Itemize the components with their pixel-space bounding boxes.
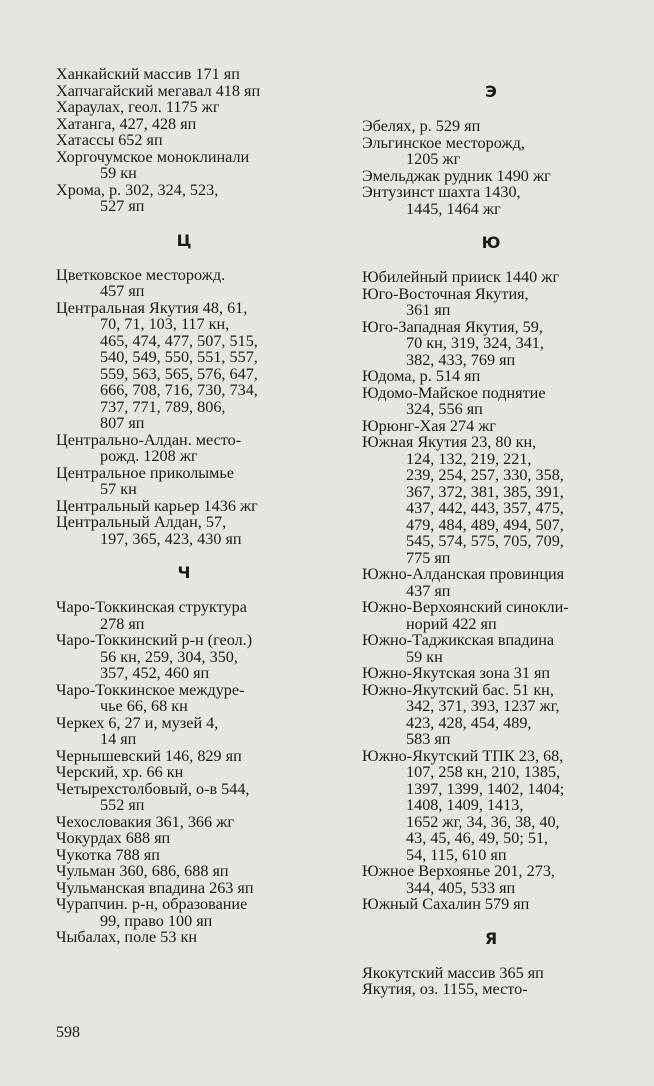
index-entry bbox=[362, 896, 620, 913]
index-entry-line: Чыбалах, поле 53 кн bbox=[56, 928, 198, 946]
index-entry-line: Энтузинст шахта 1430, bbox=[362, 183, 521, 201]
index-entry-line: Южно-Верхоянский синокли- bbox=[362, 598, 569, 616]
index-entry bbox=[56, 814, 312, 831]
index-entry-continuation: рожд. 1208 жг bbox=[100, 447, 198, 465]
index-entry-continuation: 457 яп bbox=[100, 282, 145, 300]
index-entry-line: Центральный карьер 1436 жг bbox=[56, 496, 258, 515]
index-entry bbox=[56, 847, 312, 864]
index-entry bbox=[362, 665, 620, 682]
index-entry-continuation: 775 яп bbox=[406, 548, 451, 567]
index-entry-continuation: 1397, 1399, 1402, 1404; bbox=[406, 779, 565, 798]
index-entry-continuation: 324, 556 яп bbox=[406, 400, 483, 418]
index-entry-continuation: 1408, 1409, 1413, bbox=[406, 796, 524, 814]
index-entry-line: Эбелях, р. 529 яп bbox=[362, 117, 481, 135]
index-entry-continuation: 43, 45, 46, 49, 50; 51, bbox=[406, 829, 549, 847]
index-entry bbox=[56, 896, 312, 929]
index-entry-continuation: 527 яп bbox=[100, 197, 145, 215]
index-entry-line: Якутия, оз. 1155, место- bbox=[362, 980, 528, 998]
index-entry-line: Юдомо-Майское поднятие bbox=[362, 383, 546, 402]
index-entry bbox=[56, 514, 312, 547]
index-entry-line: Южный Сахалин 579 яп bbox=[362, 895, 530, 913]
index-entry-continuation: чье 66, 68 кн bbox=[100, 697, 188, 715]
index-entry bbox=[56, 99, 312, 116]
index-entry bbox=[56, 929, 312, 946]
index-entry-line: Южная Якутия 23, 80 кн, bbox=[362, 433, 537, 451]
index-entry-continuation: 559, 563, 565, 576, 647, bbox=[100, 364, 258, 383]
index-entry bbox=[56, 682, 312, 715]
index-entry bbox=[362, 434, 620, 566]
index-entry bbox=[56, 715, 312, 748]
index-entry-line: Юдома, р. 514 яп bbox=[362, 367, 481, 385]
index-entry-continuation: 423, 428, 454, 489, bbox=[406, 713, 532, 732]
index-entry bbox=[56, 880, 312, 897]
index-entry-continuation: 437 яп bbox=[406, 581, 451, 600]
index-entry-continuation: 59 кн bbox=[406, 647, 443, 666]
index-entry-continuation: 344, 405, 533 яп bbox=[406, 878, 516, 897]
index-entry-continuation: 357, 452, 460 яп bbox=[100, 664, 210, 682]
index-entry-line: Хараулах, геол. 1175 жг bbox=[56, 98, 220, 116]
index-entry bbox=[362, 184, 620, 217]
index-entry-line: Якокутский массив 365 яп bbox=[362, 963, 544, 982]
index-entry bbox=[56, 267, 312, 300]
index-entry bbox=[362, 269, 620, 286]
index-entry bbox=[56, 83, 312, 100]
index-entry-continuation: 54, 115, 610 яп bbox=[406, 845, 507, 864]
index-entry bbox=[362, 863, 620, 896]
index-entry-line: Юрюнг-Хая 274 жг bbox=[362, 416, 497, 435]
index-entry-continuation: 124, 132, 219, 221, bbox=[406, 449, 532, 468]
index-entry-line: Хрома, р. 302, 324, 523, bbox=[56, 180, 219, 199]
index-entry bbox=[56, 465, 312, 498]
index-entry bbox=[362, 368, 620, 385]
index-entry-continuation: 14 яп bbox=[100, 730, 137, 748]
index-entry-line: Черский, хр. 66 кн bbox=[56, 763, 184, 781]
index-entry-line: Чаро-Токкинский р-н (геол.) bbox=[56, 631, 253, 649]
index-entry-line: Центральный Алдан, 57, bbox=[56, 513, 227, 531]
index-entry-continuation: 99, право 100 яп bbox=[100, 911, 213, 930]
index-entry-continuation: 382, 433, 769 яп bbox=[406, 350, 516, 369]
index-entry bbox=[56, 764, 312, 781]
index-entry-continuation: 807 яп bbox=[100, 414, 145, 432]
index-entry-line: Цветковское месторожд. bbox=[56, 265, 226, 284]
index-entry-continuation: 465, 474, 477, 507, 515, bbox=[100, 331, 258, 350]
index-entry-line: Чаро-Токкинская структура bbox=[56, 598, 247, 616]
index-column-left bbox=[56, 66, 312, 946]
index-entry-continuation: 479, 484, 489, 494, 507, bbox=[406, 515, 564, 534]
index-entry-line: Чехословакия 361, 366 жг bbox=[56, 812, 234, 831]
index-entry-line: Чульман 360, 686, 688 яп bbox=[56, 862, 229, 880]
index-entry bbox=[362, 135, 620, 168]
index-entry-line: Чукотка 788 яп bbox=[56, 845, 160, 864]
index-entry-continuation: 545, 574, 575, 705, 709, bbox=[406, 532, 564, 550]
section-letter-heading: Ю bbox=[481, 233, 501, 252]
index-entry-continuation: 666, 708, 716, 730, 734, bbox=[100, 381, 258, 399]
index-entry-continuation: 737, 771, 789, 806, bbox=[100, 397, 226, 416]
index-entry-continuation: 583 яп bbox=[406, 730, 451, 748]
index-entry bbox=[362, 385, 620, 418]
index-entry-continuation: 540, 549, 550, 551, 557, bbox=[100, 348, 258, 366]
index-entry-line: Центрально-Алдан. место- bbox=[56, 430, 242, 449]
index-entry-line: Хапчагайский мегавал 418 яп bbox=[56, 81, 261, 100]
index-entry-line: Южно-Якутский бас. 51 кн, bbox=[362, 680, 554, 699]
index-entry bbox=[56, 863, 312, 880]
index-entry-line: Центральное приколымье bbox=[56, 463, 234, 482]
index-entry-continuation: 437, 442, 443, 357, 475, bbox=[406, 499, 564, 517]
index-entry-line: Центральная Якутия 48, 61, bbox=[56, 298, 248, 317]
index-entry bbox=[56, 132, 312, 149]
index-entry bbox=[56, 300, 312, 432]
index-entry-continuation: 197, 365, 423, 430 яп bbox=[100, 529, 242, 548]
index-entry bbox=[362, 599, 620, 632]
index-entry bbox=[362, 682, 620, 748]
index-entry-line: Южно-Алданская провинция bbox=[362, 565, 565, 583]
index-entry-continuation: 70, 71, 103, 117 кн, bbox=[100, 315, 230, 333]
index-entry-line: Южно-Таджикская впадина bbox=[362, 631, 555, 649]
index-entry bbox=[56, 116, 312, 133]
index-entry-line: Юбилейный прииск 1440 жг bbox=[362, 268, 560, 286]
index-entry-line: Хатанга, 427, 428 яп bbox=[56, 114, 197, 133]
index-entry-continuation: норий 422 яп bbox=[406, 614, 497, 633]
index-entry-line: Южное Верхоянье 201, 273, bbox=[362, 862, 555, 880]
index-entry-line: Ханкайский массив 171 яп bbox=[56, 65, 240, 83]
index-entry-line: Южно-Якутский ТПК 23, 68, bbox=[362, 746, 564, 765]
index-entry-continuation: 1652 жг, 34, 36, 38, 40, bbox=[406, 812, 560, 831]
index-entry bbox=[362, 748, 620, 864]
index-entry-line: Чернышевский 146, 829 яп bbox=[56, 746, 242, 765]
index-entry-continuation: 552 яп bbox=[100, 796, 145, 814]
index-entry-continuation: 107, 258 кн, 210, 1385, bbox=[406, 763, 561, 781]
index-entry bbox=[362, 286, 620, 319]
index-entry bbox=[56, 66, 312, 83]
index-entry bbox=[56, 498, 312, 515]
index-entry bbox=[56, 748, 312, 765]
index-entry-line: Черкех 6, 27 и, музей 4, bbox=[56, 713, 219, 732]
index-entry bbox=[56, 432, 312, 465]
index-entry-line: Чаро-Токкинское междуре- bbox=[56, 680, 245, 699]
section-letter-heading: Ц bbox=[176, 230, 192, 250]
index-entry bbox=[362, 418, 620, 435]
section-letter-heading: Ч bbox=[177, 563, 191, 582]
index-entry bbox=[362, 965, 620, 982]
index-entry-line: Чульманская впадина 263 яп bbox=[56, 878, 254, 897]
index-entry-line: Хоргочумское моноклинали bbox=[56, 147, 250, 166]
index-entry-continuation: 1445, 1464 жг bbox=[406, 199, 501, 218]
index-entry-line: Эмельджак рудник 1490 жг bbox=[362, 166, 551, 185]
index-entry-line: Чурапчин. р-н, образование bbox=[56, 895, 248, 913]
index-entry bbox=[362, 632, 620, 665]
index-entry-continuation: 367, 372, 381, 385, 391, bbox=[406, 482, 564, 501]
index-entry bbox=[56, 781, 312, 814]
index-entry-line: Эльгинское месторожд, bbox=[362, 133, 525, 152]
index-entry bbox=[362, 168, 620, 185]
index-entry bbox=[362, 118, 620, 135]
section-letter-heading: Я bbox=[484, 928, 498, 948]
section-letter-heading: Э bbox=[485, 82, 497, 101]
index-column-right bbox=[362, 66, 620, 998]
index-entry bbox=[56, 632, 312, 682]
index-entry-continuation: 239, 254, 257, 330, 358, bbox=[406, 466, 564, 484]
index-entry bbox=[362, 981, 620, 998]
index-entry-line: Юго-Западная Якутия, 59, bbox=[362, 317, 543, 336]
index-entry-line: Хатассы 652 яп bbox=[56, 131, 163, 149]
index-entry-continuation: 57 кн bbox=[100, 480, 137, 498]
index-entry bbox=[56, 599, 312, 632]
index-entry-continuation: 342, 371, 393, 1237 жг, bbox=[406, 697, 560, 715]
index-entry bbox=[362, 566, 620, 599]
index-entry-line: Чокурдах 688 яп bbox=[56, 829, 171, 847]
index-entry bbox=[56, 182, 312, 215]
index-entry-continuation: 70 кн, 319, 324, 341, bbox=[406, 334, 544, 352]
index-entry-continuation: 278 яп bbox=[100, 614, 145, 633]
index-entry bbox=[56, 830, 312, 847]
page-number: 598 bbox=[56, 1024, 80, 1041]
index-entry bbox=[56, 149, 312, 182]
index-entry-continuation: 361 яп bbox=[406, 301, 451, 319]
index-entry-continuation: 1205 жг bbox=[406, 150, 461, 168]
index-entry-line: Четырехстолбовый, о-в 544, bbox=[56, 779, 250, 798]
index-entry-continuation: 56 кн, 259, 304, 350, bbox=[100, 647, 238, 666]
index-entry-line: Юго-Восточная Якутия, bbox=[362, 284, 529, 303]
index-entry bbox=[362, 319, 620, 369]
index-entry-continuation: 59 кн bbox=[100, 164, 137, 182]
index-entry-line: Южно-Якутская зона 31 яп bbox=[362, 664, 551, 682]
